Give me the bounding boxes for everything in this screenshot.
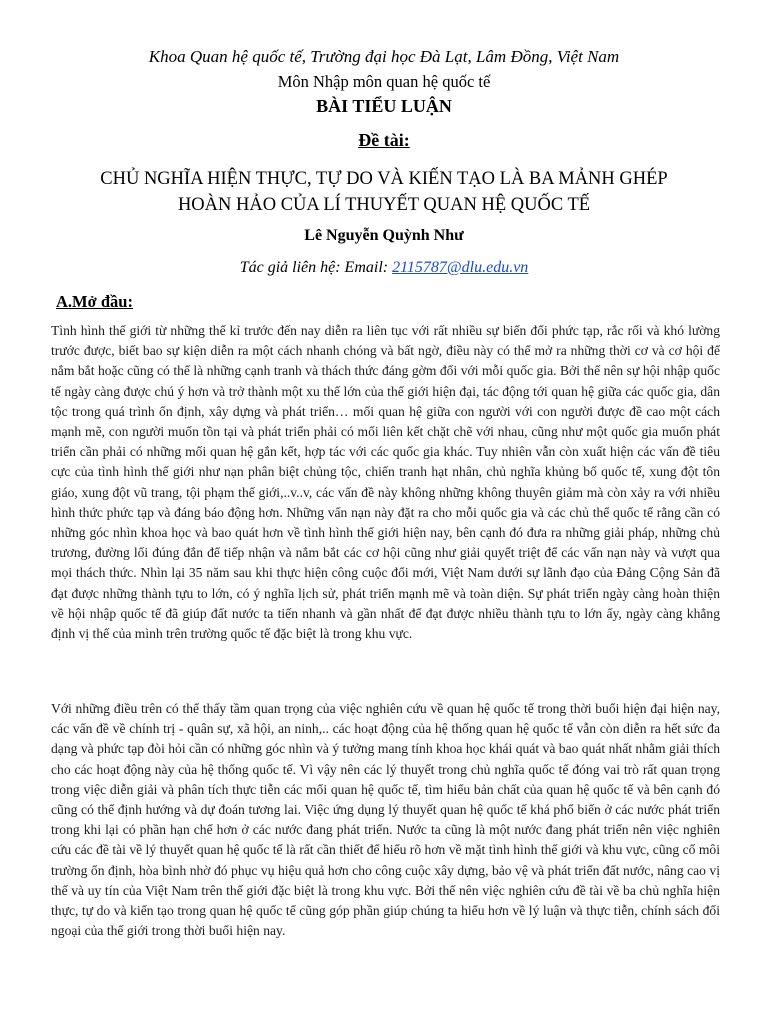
affiliation-line: Khoa Quan hệ quốc tế, Trường đại học Đà Lạt, Lâm Đồng, Việt Nam	[148, 47, 620, 66]
email-link[interactable]: 2115787@dlu.edu.vn	[392, 259, 529, 276]
section-heading: A.Mở đầu:	[56, 292, 133, 311]
course-name: Môn Nhập môn quan hệ quốc tế	[277, 72, 491, 91]
topic-title-line-2: HOÀN HẢO CỦA LÍ THUYẾT QUAN HỆ QUỐC TẾ	[177, 195, 591, 215]
paragraph-1: Tình hình thế giới từ những thế kỉ trước đến nay diễn ra liên tục với rất nhiều sự biến đổi phức tạp, rắc rối và khó lường trước được, biết bao sự kiện diễn ra một cách nhanh chóng và bất ngờ, điều này có thể mở ra những thời cơ và cơ hội để nắm bắt hoặc cũng có thể là những cạnh tranh và thách thức đáng gờm đối với mỗi quốc gia. Bởi thế nên sự hội nhập quốc tế ngày càng được chú ý hơn và trở thành một xu thế lớn của thế giới hiện đại, tác động tới quan hệ giữa các quốc gia, dân tộc trong quá trình ổn định, xây dựng và phát triển… mối quan hệ giữa con người với con người được đề cao một cách mạnh mẽ, con người muốn tồn tại và phát triển phải có mối liên kết chặt chẽ với nhau, cũng như một quốc gia muốn phát triển cần phải có những mối quan hệ gắn kết, hợp tác với các quốc gia khác. Tuy nhiên vẫn còn xuất hiện các vấn đề tiêu cực của tình hình thế giới như nạn phân biệt chủng tộc, chiến tranh hạt nhân, chủ nghĩa khủng bố quốc tế, xung đột tôn giáo, xung đột vũ trang, tội phạm thế giới,..v..v, các vấn đề này không những không thuyên giảm mà còn xảy ra với nhiều hình thức phức tạp và đáng báo động hơn. Những vấn nạn này đặt ra cho mỗi quốc gia và các chủ thể quốc tế rằng cần có những góc nhìn khoa học và bao quát hơn về tình hình thế giới hiện nay, bên cạnh đó đưa ra những giải pháp, những chủ trương, đường lối đúng đắn để tiếp nhận và nắm bắt các cơ hội cũng như giải quyết triệt để các vấn nạn này và vượt qua mọi thách thức. Nhìn lại 35 năm sau khi thực hiện công cuộc đổi mới, Việt Nam dưới sự lãnh đạo của Đảng Cộng Sản đã đạt được những thành tựu to lớn, có ý nghĩa lịch sử, phát triển mạnh mẽ và toàn diện. Sự phát triển ngày càng hoàn thiện về hội nhập quốc tế đã giúp đất nước ta tiến nhanh và gần nhất để đạt được nhiều thành tựu to lớn ấy, ngày càng khẳng định vị thế của mình trên trường quốc tế đặc biệt là trong khu vực.	[51, 323, 720, 642]
contact-line	[0, 259, 768, 277]
topic-label	[0, 130, 768, 151]
author-name: Lê Nguyễn Quỳnh Như	[304, 227, 464, 244]
topic-label-text: Đề tài:	[358, 130, 410, 150]
paragraph-2: Với những điều trên có thể thấy tầm quan trọng của việc nghiên cứu về quan hệ quốc tế trong thời buổi hiện đại hiện nay, các vấn đề về chính trị - quân sự, xã hội, an ninh,.. các hoạt động của hệ thống quan hệ quốc tế vẫn còn diễn ra hết sức đa dạng và phức tạp đòi hỏi cần có những góc nhìn và ý tưởng mang tính khoa học khái quát và bao quát nhất nhằm giải thích cho các hoạt động này của hệ thống quốc tế. Vì vậy nên các lý thuyết trong chủ nghĩa quốc tế đóng vai trò rất quan trọng trong việc diễn giải và phân tích thực tiễn các mối quan hệ quốc tế, tìm hiểu bản chất của quan hệ quốc tế và bên cạnh đó cũng có thể định hướng và dự đoán tương lai. Việc ứng dụng lý thuyết quan hệ quốc tế khá phổ biến ở các nước phát triển trong khi lại có phần hạn chế hơn ở các nước đang phát triển. Nước ta cũng là một nước đang phát triển nên việc nghiên cứu các đề tài về lý thuyết quan hệ quốc tế là rất cần thiết để hiểu rõ hơn về mặt tình hình thế giới và khu vực, cũng cố môi trường ổn định, hòa bình nhờ đó phục vụ hiệu quả hơn cho công cuộc xây dựng, bảo vệ và phát triển đất nước, nâng cao vị thế và uy tín của Việt Nam trên thế giới đặc biệt là trong khu vực. Bởi thế nên việc nghiên cứu đề tài về ba chủ nghĩa hiện thực, tự do và kiến tạo trong quan hệ quốc tế cũng góp phần giúp chúng ta hiểu hơn về lý luận và thực tiễn, chính sách đối ngoại của thế giới trong thời buổi hiện nay.	[51, 701, 720, 939]
contact-label: Tác giả liên hệ: Email:	[239, 259, 393, 276]
topic-title-line-1: CHỦ NGHĨA HIỆN THỰC, TỰ DO VÀ KIẾN TẠO LÀ BA MẢNH GHÉP	[100, 169, 668, 189]
document-type-title: BÀI TIỂU LUẬN	[316, 96, 452, 116]
topic-title	[0, 166, 768, 218]
